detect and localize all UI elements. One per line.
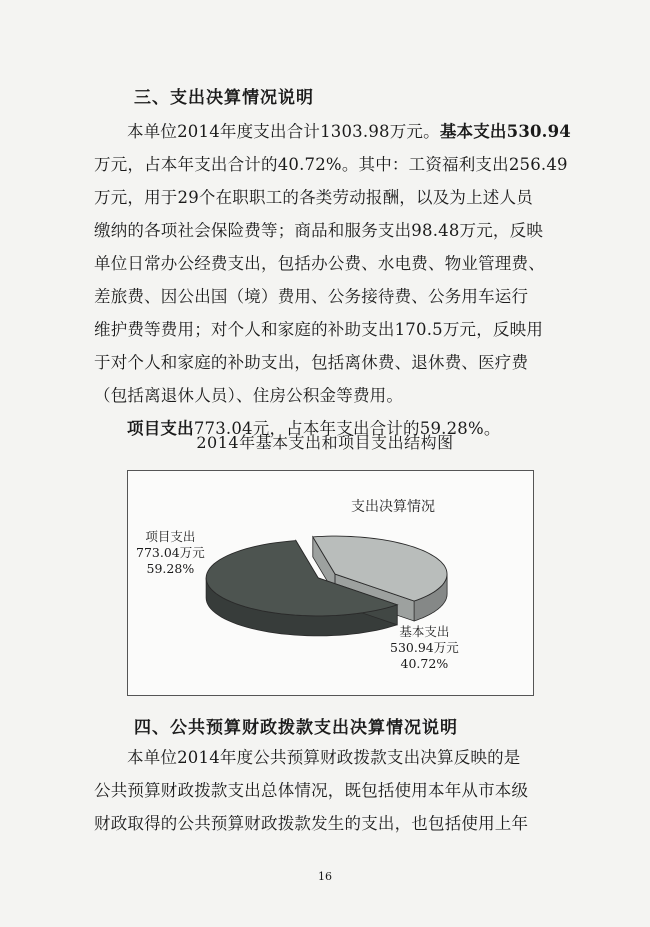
bold-amount: 530.94 [506,122,571,141]
slice-label-basic [390,624,459,672]
section-3-heading: 三、支出决算情况说明 [134,88,314,108]
paragraph-line: （包括离退休人员）、住房公积金等费用。 [94,386,404,405]
slice-name: 项目支出 [145,529,196,544]
bold-term: 基本支出 [439,122,507,141]
slice-name: 基本支出 [399,624,450,639]
text-run: 本单位2014年度支出合计1303.98万元。 [127,122,440,141]
paragraph-line: 单位日常办公经费支出，包括办公费、水电费、物业管理费、 [94,254,545,273]
paragraph-line: 维护费等费用；对个人和家庭的补助支出170.5万元，反映用 [94,320,544,339]
pie-chart [128,471,533,695]
paragraph-line: 本单位2014年度公共预算财政拨款支出决算反映的是 [127,748,521,767]
page-number: 16 [318,870,332,883]
section-3-paragraph [94,115,571,445]
chart-caption: 2014年基本支出和项目支出结构图 [196,433,454,452]
slice-percent: 40.72% [400,656,449,671]
chart-title: 支出决算情况 [351,499,435,515]
pie-chart-frame [127,470,534,696]
bold-term: 项目支出 [127,419,194,438]
slice-value: 773.04万元 [136,545,205,560]
slice-percent: 59.28% [146,561,195,576]
section-4-heading: 四、公共预算财政拨款支出决算情况说明 [134,718,458,738]
paragraph-line: 缴纳的各项社会保险费等；商品和服务支出98.48万元，反映 [94,221,544,240]
section-4-paragraph [94,741,566,840]
paragraph-line: 差旅费、因公出国（境）费用、公务接待费、公务用车运行 [94,287,529,306]
paragraph-line: 财政取得的公共预算财政拨款发生的支出，也包括使用上年 [94,814,529,833]
paragraph-line: 万元，用于29个在职职工的各类劳动报酬，以及为上述人员 [94,188,533,207]
text-run: 773.04元，占本年支出合计的59.28%。 [193,419,501,438]
paragraph-line [94,115,571,148]
paragraph-line: 万元，占本年支出合计的40.72%。其中：工资福利支出256.49 [94,155,568,174]
paragraph-line: 于对个人和家庭的补助支出，包括离休费、退休费、医疗费 [94,353,529,372]
slice-label-project [136,529,205,577]
paragraph-line: 公共预算财政拨款支出总体情况，既包括使用本年从市本级 [94,781,529,800]
slice-value: 530.94万元 [390,640,459,655]
